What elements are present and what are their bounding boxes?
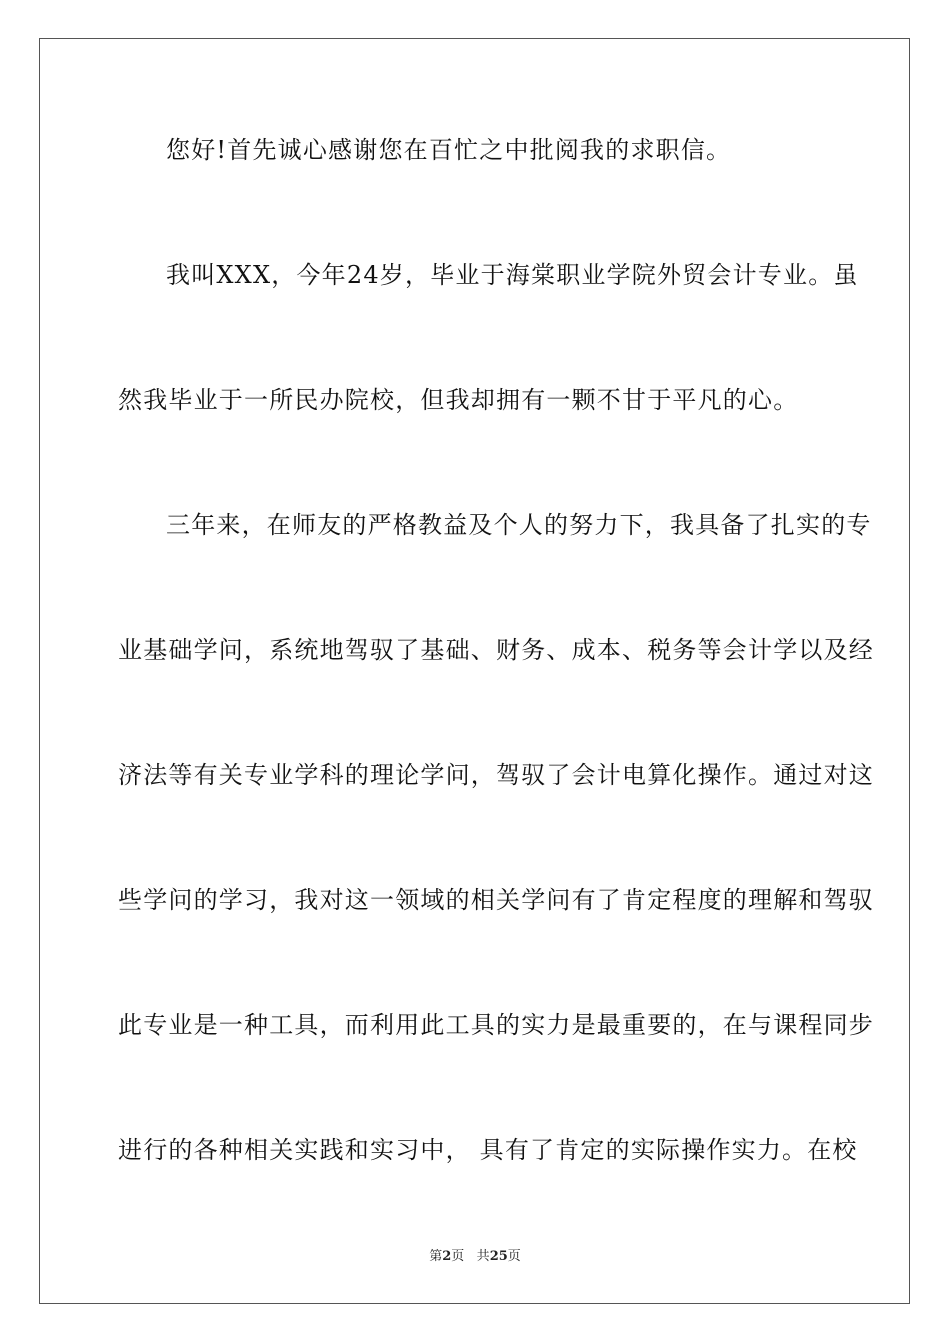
page-border bbox=[39, 38, 910, 1304]
paragraph-line-9: 进行的各种相关实践和实习中， 具有了肯定的实际操作实力。在校 bbox=[118, 1136, 858, 1164]
paragraph-line-2: 我叫XXX，今年24岁，毕业于海棠职业学院外贸会计专业。虽 bbox=[166, 261, 859, 289]
paragraph-line-8: 此专业是一种工具，而利用此工具的实力是最重要的，在与课程同步 bbox=[118, 1011, 874, 1039]
paragraph-line-7: 些学问的学习，我对这一领域的相关学问有了肯定程度的理解和驾驭 bbox=[118, 886, 874, 914]
footer-total-prefix: 共 bbox=[476, 1249, 490, 1264]
footer-total-pages: 25 bbox=[489, 1249, 508, 1264]
footer-page-suffix: 页 bbox=[451, 1249, 465, 1264]
footer-total-suffix: 页 bbox=[507, 1249, 521, 1264]
page-footer bbox=[0, 1248, 950, 1266]
paragraph-line-5: 业基础学问，系统地驾驭了基础、财务、成本、税务等会计学以及经 bbox=[118, 636, 874, 664]
paragraph-line-3: 然我毕业于一所民办院校，但我却拥有一颗不甘于平凡的心。 bbox=[118, 386, 799, 414]
paragraph-line-1: 您好!首先诚心感谢您在百忙之中批阅我的求职信。 bbox=[166, 136, 732, 164]
paragraph-line-4: 三年来，在师友的严格教益及个人的努力下，我具备了扎实的专 bbox=[166, 511, 872, 539]
footer-page-prefix: 第 bbox=[429, 1249, 443, 1264]
footer-page-number: 2 bbox=[442, 1249, 452, 1264]
paragraph-line-6: 济法等有关专业学科的理论学问，驾驭了会计电算化操作。通过对这 bbox=[118, 761, 874, 789]
